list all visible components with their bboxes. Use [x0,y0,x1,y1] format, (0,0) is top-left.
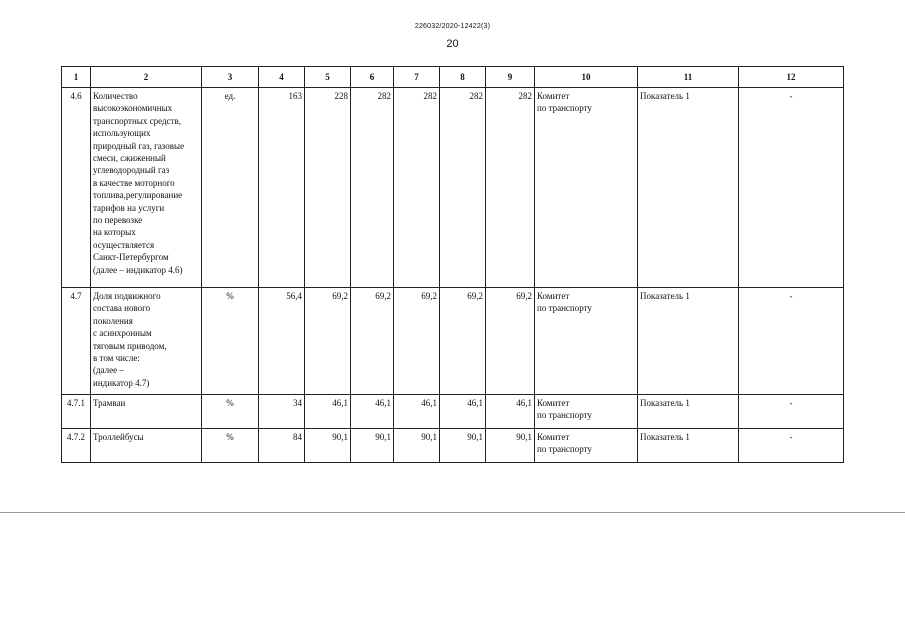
executor-cell [535,429,638,463]
page-number: 20 [446,38,459,50]
executor-text: Комитет по транспорту [537,398,592,421]
value-col-4: 163 [259,88,305,288]
col-header-8: 8 [440,67,486,88]
value-col-4: 34 [259,395,305,429]
document-id: 226032/2020-12422(3) [414,23,491,30]
value-col-4: 84 [259,429,305,463]
col-header-9: 9 [486,67,535,88]
header-row [62,67,844,88]
unit-cell: % [202,288,259,395]
value-col-8: 69,2 [440,288,486,395]
value-col-8: 46,1 [440,395,486,429]
value-col-9: 46,1 [486,395,535,429]
executor-cell [535,88,638,288]
table-row [62,288,844,395]
col-header-6: 6 [351,67,394,88]
indicator-ref-cell: Показатель 1 [638,395,739,429]
unit-cell: ед. [202,88,259,288]
value-col-5: 228 [305,88,351,288]
value-col-7: 282 [394,88,440,288]
value-col-6: 69,2 [351,288,394,395]
col-header-11: 11 [638,67,739,88]
indicator-ref-cell: Показатель 1 [638,429,739,463]
page-bottom-rule [0,512,905,513]
note-cell: - [739,288,844,395]
value-col-5: 90,1 [305,429,351,463]
value-col-7: 90,1 [394,429,440,463]
indicator-name-text: Количество высокоэкономичных транспортных средств, использующих природный газ, газовые смеси, сжиженный углеводородный газ в качестве моторного топлива,регулирование тарифов на услуги по перевозке на которых осуществляется Санкт-Петербургом (далее – индикатор 4.6) [93,91,185,275]
unit-cell: % [202,429,259,463]
executor-cell [535,288,638,395]
indicator-name [91,395,202,429]
value-col-5: 69,2 [305,288,351,395]
value-col-9: 69,2 [486,288,535,395]
value-col-6: 46,1 [351,395,394,429]
indicator-name [91,88,202,288]
value-col-5: 46,1 [305,395,351,429]
value-col-8: 282 [440,88,486,288]
col-header-1: 1 [62,67,91,88]
col-header-12: 12 [739,67,844,88]
indicator-ref-cell: Показатель 1 [638,288,739,395]
col-header-10: 10 [535,67,638,88]
row-index: 4.6 [62,88,91,288]
executor-text: Комитет по транспорту [537,291,592,314]
col-header-4: 4 [259,67,305,88]
value-col-9: 90,1 [486,429,535,463]
indicator-name-text: Троллейбусы [93,432,144,442]
value-col-9: 282 [486,88,535,288]
table-row [62,88,844,288]
unit-cell: % [202,395,259,429]
value-col-7: 69,2 [394,288,440,395]
value-col-8: 90,1 [440,429,486,463]
value-col-7: 46,1 [394,395,440,429]
executor-text: Комитет по транспорту [537,432,592,455]
indicator-ref-cell: Показатель 1 [638,88,739,288]
indicator-name [91,288,202,395]
indicators-table [61,66,844,463]
col-header-2: 2 [91,67,202,88]
indicator-name-text: Трамваи [93,398,126,408]
indicator-name [91,429,202,463]
value-col-6: 90,1 [351,429,394,463]
note-cell: - [739,429,844,463]
col-header-7: 7 [394,67,440,88]
indicator-name-text: Доля подвижного состава нового поколения с асинхронным тяговым приводом, в том числе: (далее – индикатор 4.7) [93,291,167,388]
col-header-5: 5 [305,67,351,88]
value-col-6: 282 [351,88,394,288]
row-index: 4.7.1 [62,395,91,429]
value-col-4: 56,4 [259,288,305,395]
col-header-3: 3 [202,67,259,88]
note-cell: - [739,88,844,288]
table-row [62,395,844,429]
note-cell: - [739,395,844,429]
executor-text: Комитет по транспорту [537,91,592,114]
table-row [62,429,844,463]
row-index: 4.7.2 [62,429,91,463]
row-index: 4.7 [62,288,91,395]
executor-cell [535,395,638,429]
